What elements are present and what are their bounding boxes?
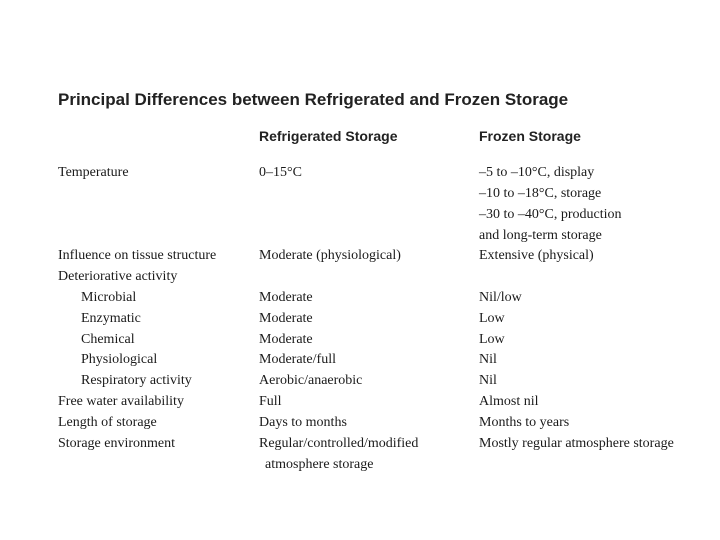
refrigerated-cell xyxy=(259,162,302,183)
refrigerated-cell: Moderate/full xyxy=(259,352,336,367)
refrigerated-cell: Moderate xyxy=(259,290,313,305)
cell-text: 0–15°C xyxy=(259,165,302,180)
frozen-cell: Nil xyxy=(479,373,497,388)
cell-text: and long-term storage xyxy=(479,228,602,243)
row-label: Physiological xyxy=(81,352,158,367)
frozen-cell: Mostly regular atmosphere storage xyxy=(479,436,674,451)
column-header-frozen: Frozen Storage xyxy=(479,128,581,144)
frozen-cell xyxy=(479,162,621,246)
frozen-cell: Low xyxy=(479,332,505,347)
cell-text: –5 to –10°C, display xyxy=(479,165,595,180)
frozen-cell: Months to years xyxy=(479,415,570,430)
frozen-cell: Nil/low xyxy=(479,290,522,305)
refrigerated-cell: Moderate xyxy=(259,332,313,347)
row-label: Enzymatic xyxy=(81,311,141,326)
refrigerated-cell: Days to months xyxy=(259,415,347,430)
refrigerated-cell xyxy=(259,433,418,475)
cell-text: atmosphere storage xyxy=(265,457,374,472)
row-label: Free water availability xyxy=(58,394,184,409)
frozen-cell: Almost nil xyxy=(479,394,539,409)
row-label: Influence on tissue structure xyxy=(58,248,217,263)
cell-text: –30 to –40°C, production xyxy=(479,207,622,222)
row-label: Respiratory activity xyxy=(81,373,192,388)
row-label: Temperature xyxy=(58,165,129,180)
frozen-cell: Extensive (physical) xyxy=(479,248,594,263)
column-header-refrigerated: Refrigerated Storage xyxy=(259,128,398,144)
cell-text: Regular/controlled/modified xyxy=(259,436,419,451)
refrigerated-cell: Moderate (physiological) xyxy=(259,248,401,263)
row-label: Deteriorative activity xyxy=(58,269,178,284)
refrigerated-cell: Aerobic/anaerobic xyxy=(259,373,363,388)
row-label: Chemical xyxy=(81,332,135,347)
row-label: Microbial xyxy=(81,290,137,305)
row-label: Length of storage xyxy=(58,415,157,430)
row-label: Storage environment xyxy=(58,436,176,451)
refrigerated-cell: Full xyxy=(259,394,282,409)
frozen-cell: Low xyxy=(479,311,505,326)
table-title: Principal Differences between Refrigerated and Frozen Storage xyxy=(58,90,569,109)
refrigerated-cell: Moderate xyxy=(259,311,313,326)
frozen-cell: Nil xyxy=(479,352,497,367)
cell-text: –10 to –18°C, storage xyxy=(479,186,602,201)
